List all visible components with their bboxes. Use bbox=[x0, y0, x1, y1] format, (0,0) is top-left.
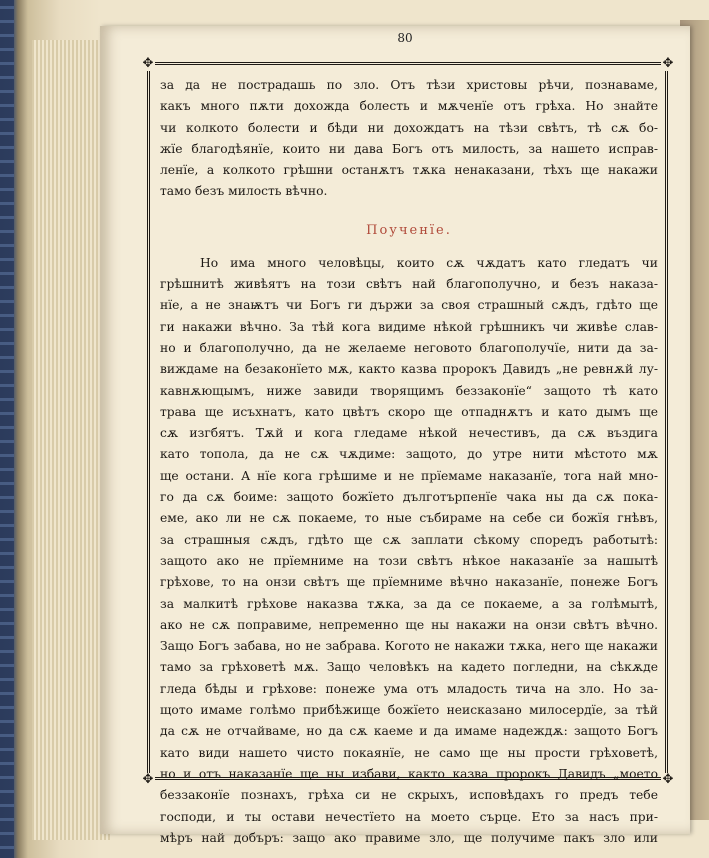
book-cover-pattern bbox=[0, 0, 14, 858]
text-line: щото имаме голѣмо прибѣжище божїето неисказано милосердїе, за тѣй bbox=[160, 703, 658, 718]
text-line: виждаме на безаконїето мѫ, както казва пророкъ Давидъ „не ревнѫй лу- bbox=[160, 362, 658, 377]
text-line: като види нашето чисто покаянїе, не само ще ны прости грѣховетѣ, bbox=[160, 745, 658, 760]
text-line: но и отъ наказанїе ще ны избави, както казва пророкъ Давидъ „моето bbox=[160, 766, 658, 781]
text-line: грѣшнитѣ живѣятъ на този свѣтъ най благополучно, и безъ наказа- bbox=[160, 277, 658, 292]
text-line: защото ако не прїемниме на този свѣтъ нѣкое наказанїе за нашытѣ bbox=[160, 553, 658, 568]
text-line: но и благополучно, да не желаеме неговото благополучїе, нити да за- bbox=[160, 340, 658, 355]
text-line: жїе благодѣянїе, които ни дава Богъ отъ милость, за нашето исправ- bbox=[160, 141, 658, 156]
text-line: господи, и ты остави нечестїето на моето сърце. Ето за насъ при- bbox=[160, 809, 658, 824]
text-line: мѣръ най добъръ: защо ако правиме зло, ще получиме пакъ зло или bbox=[160, 830, 658, 845]
text-line: кавнѫющымъ, ниже завиди творящимъ беззаконїе“ защото тѣ като bbox=[160, 383, 658, 398]
text-line: ленїе, а колкото грѣшни останѫтъ тѫка ненаказани, тѣхъ ще накажи bbox=[160, 163, 658, 178]
text-line: ще остани. А нїе кога грѣшиме и не прїемаме наказанїе, тога най мно- bbox=[160, 468, 658, 483]
text-line: за малкитѣ грѣхове наказва тѫка, за да се покаеме, а за голѣмытѣ, bbox=[160, 596, 658, 611]
text-line: нїе, а не знаѭтъ чи Богъ ги държи за своя страшный сѫдъ, гдѣто ще bbox=[160, 298, 658, 313]
text-line: за да не пострадашь по зло. Отъ тѣзи христовы рѣчи, познаваме, bbox=[160, 78, 658, 92]
text-line: ги накажи вѣчно. За тѣй кога видиме нѣкой грѣшникъ чи живѣе слав- bbox=[160, 319, 658, 334]
text-line: да сѫ не отчайваме, но да сѫ каеме и да имаме надеждѫ: защото Богъ bbox=[160, 724, 658, 739]
text-line: Защо Богъ забава, но не забрава. Когото не накажи тѫка, него ще накажи bbox=[160, 639, 658, 654]
text-line: гледа бѣды и грѣхове: понеже ума отъ младость тича на зло. Но за- bbox=[160, 681, 658, 696]
text-line: чи колкото болести и бѣди ни дохождатъ на тѣзи свѣтъ, тѣ сѫ бо- bbox=[160, 120, 658, 135]
corner-ornament-icon: ✥ bbox=[662, 56, 674, 71]
section-heading: Поученїе. bbox=[366, 222, 452, 238]
body-paragraph bbox=[160, 253, 658, 849]
page-number: 80 bbox=[397, 31, 413, 45]
text-line: грѣхове, то на онзи свѣтъ ще прїемниме вѣчно наказанїе, понеже Богъ bbox=[160, 575, 658, 590]
text-line: какъ много пѫти дохожда болесть и мѫченїе отъ грѣха. Но знайте bbox=[160, 99, 658, 114]
text-line: сѫ изгбятъ. Тѫй и кога гледаме нѣкой нечестивъ, да сѫ въздига bbox=[160, 426, 658, 441]
text-line: тамо за грѣховетѣ мѫ. Защо человѣкъ на кадето погледни, на сѣкѫде bbox=[160, 660, 658, 675]
text-line: ако не сѫ поправиме, непременно ще ны накажи на онзи свѣтъ вѣчно. bbox=[160, 617, 658, 632]
text-line: като топола, да не сѫ чѫдиме: защото, до утре нити мѣстото мѫ bbox=[160, 447, 658, 462]
corner-ornament-icon: ✥ bbox=[142, 56, 154, 71]
intro-paragraph bbox=[160, 75, 658, 203]
page-text bbox=[160, 75, 658, 849]
text-line: за страшныя сѫдъ, гдѣто ще сѫ заплати сѣкому споредъ работытѣ: bbox=[160, 532, 658, 547]
text-line: трава ще исъхнатъ, като цвѣтъ скоро ще отпаднѫтъ и като дымъ ще bbox=[160, 404, 658, 419]
corner-ornament-icon: ✥ bbox=[142, 772, 154, 787]
text-line: беззаконїе познахъ, грѣха си не скрыхъ, исповѣдахъ го предъ тебе bbox=[160, 788, 658, 803]
text-line: го да сѫ боиме: защото божїето дълготърпенїе чака ны да сѫ пока- bbox=[160, 490, 658, 505]
text-line: тамо безъ милость вѣчно. bbox=[160, 184, 328, 199]
corner-ornament-icon: ✥ bbox=[662, 772, 674, 787]
text-line: Но има много человѣцы, които сѫ чѫдатъ като гледатъ чи bbox=[200, 255, 658, 270]
text-line: еме, ако ли не сѫ покаеме, то ные събираме на себе си божїя гнѣвъ, bbox=[160, 511, 658, 526]
